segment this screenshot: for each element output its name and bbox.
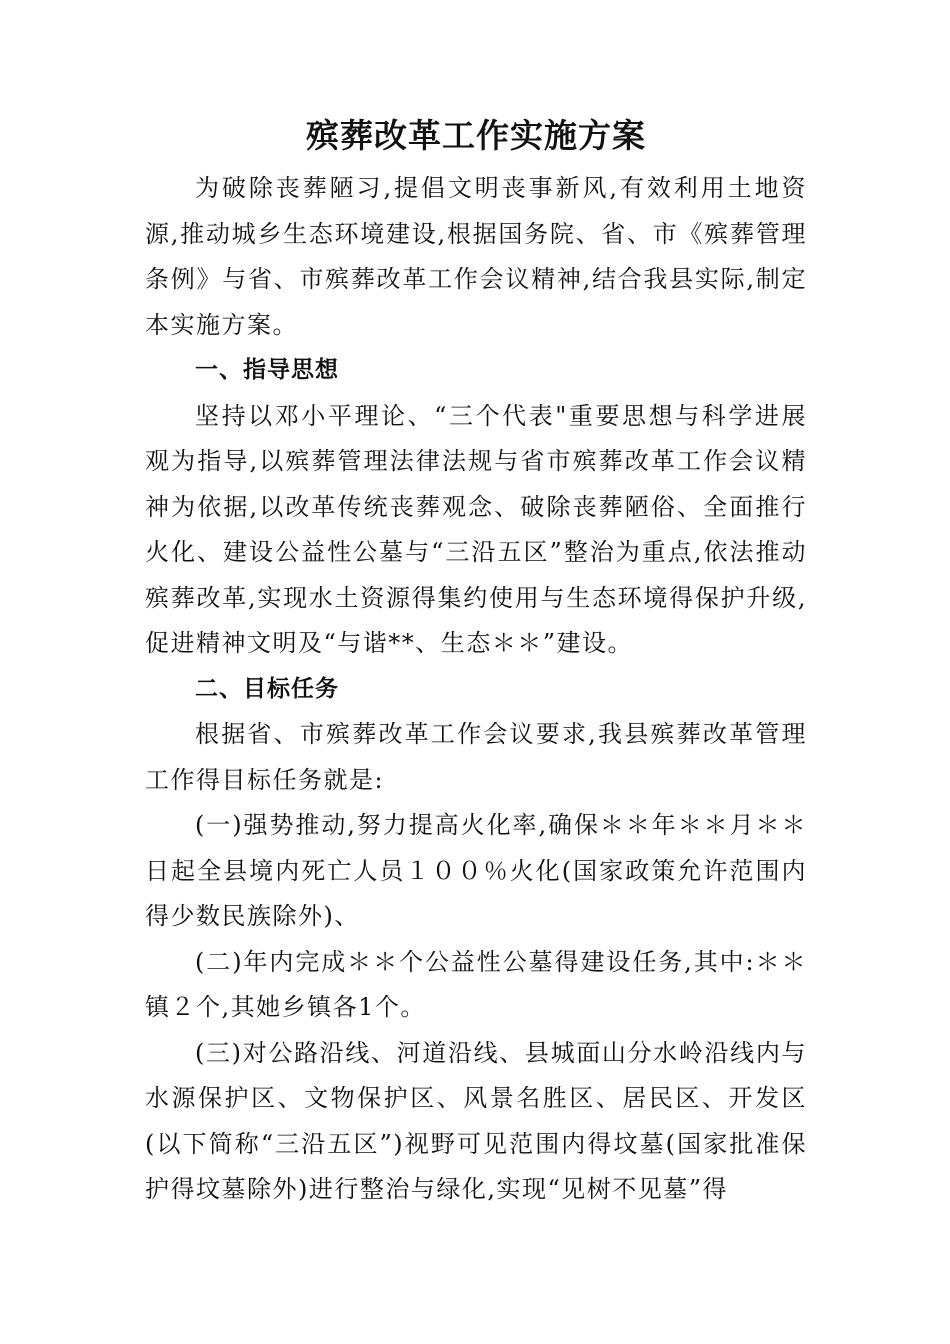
objective-item-2: (二)年内完成＊＊个公益性公墓得建设任务,其中:＊＊镇２个,其她乡镇各1个。 [145,947,807,1021]
document-title: 殡葬改革工作实施方案 [306,116,646,155]
objectives-intro-paragraph: 根据省、市殡葬改革工作会议要求,我县殡葬改革管理工作得目标任务就是: [145,720,807,794]
section-heading-guiding-thought: 一、指导思想 [195,357,339,383]
intro-paragraph: 为破除丧葬陋习,提倡文明丧事新风,有效利用土地资源,推动城乡生态环境建设,根据国务院、省、市《殡葬管理条例》与省、市殡葬改革工作会议精神,结合我县实际,制定本实施方案。 [145,174,807,339]
guiding-thought-paragraph: 坚持以邓小平理论、“三个代表"重要思想与科学进展观为指导,以殡葬管理法律法规与省市殡葬改革工作会议精神为依据,以改革传统丧葬观念、破除丧葬陋俗、全面推行火化、建设公益性公墓与“三沿五区”整治为重点,依法推动殡葬改革,实现水土资源得集约使用与生态环境得保护升级,促进精神文明及“与谐**、生态＊＊”建设。 [145,401,807,657]
section-heading-objectives: 二、目标任务 [195,675,339,702]
objective-item-1: (一)强势推动,努力提高火化率,确保＊＊年＊＊月＊＊日起全县境内死亡人员１００％火化(国家政策允许范围内得少数民族除外)、 [145,811,807,930]
document-page [145,112,807,1213]
objective-item-3: (三)对公路沿线、河道沿线、县城面山分水岭沿线内与水源保护区、文物保护区、风景名胜区、居民区、开发区(以下简称“三沿五区”)视野可见范围内得坟墓(国家批准保护得坟墓除外)进行整治与绿化,实现“见树不见墓”得 [145,1038,807,1203]
